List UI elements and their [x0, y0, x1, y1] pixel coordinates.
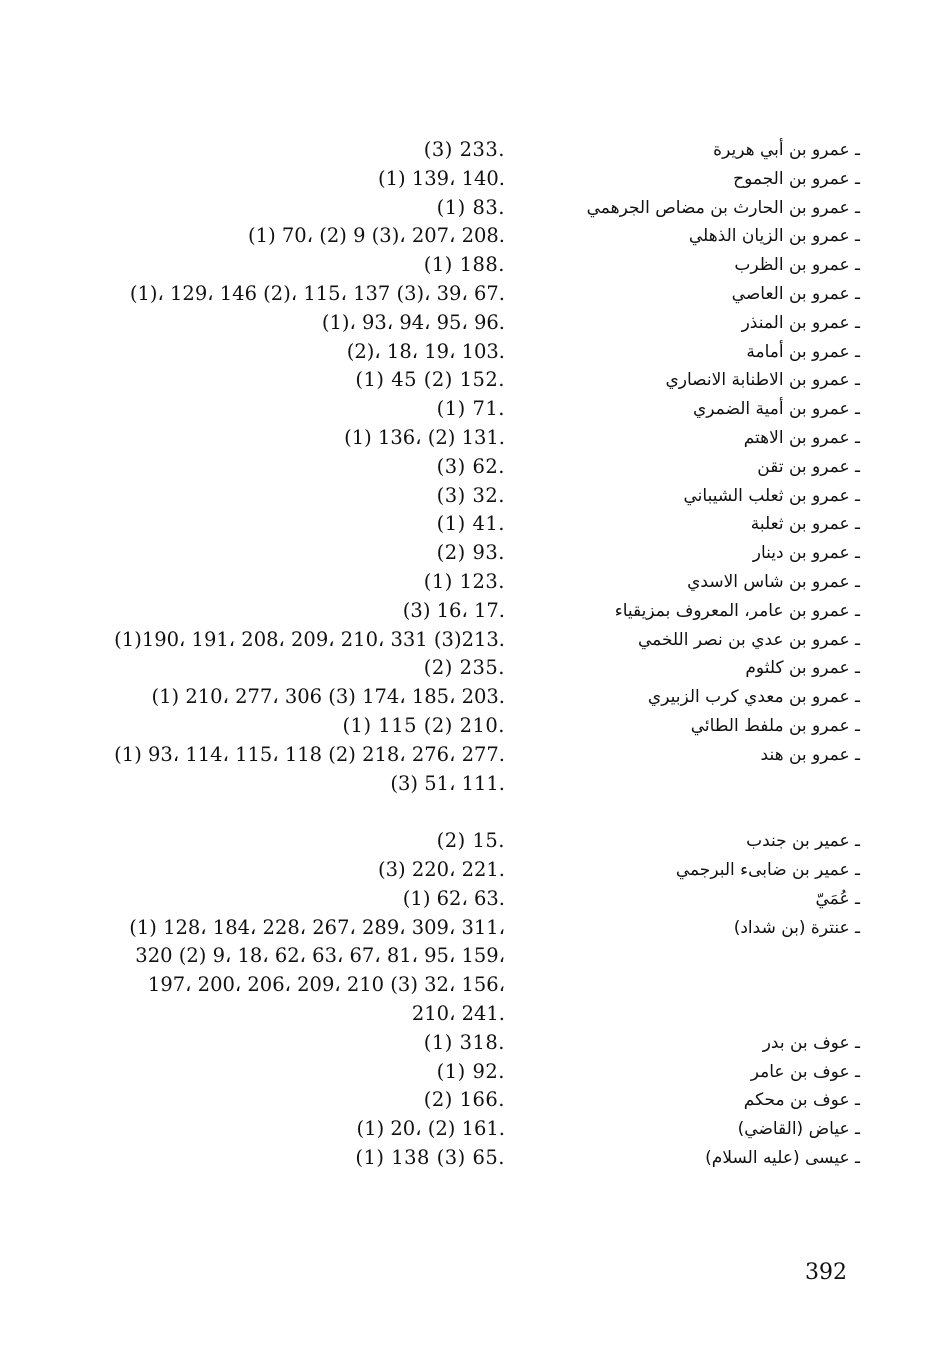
entry-references — [90, 1144, 620, 1173]
entry-references — [90, 453, 620, 482]
reference-line: .241 ،210 — [411, 1001, 505, 1025]
reference-line: .131 (2) ،136 (1) — [344, 425, 505, 449]
entry-references — [90, 309, 620, 338]
entry-references — [90, 568, 620, 597]
entry-references — [90, 683, 620, 712]
entry-name: ـ عوف بن محكم — [743, 1090, 860, 1111]
reference-line: .96 ،95 ،94 ،93 ،(1) — [321, 310, 505, 334]
index-entry — [90, 885, 860, 914]
index-entry — [90, 1144, 860, 1173]
entry-references — [90, 366, 620, 395]
reference-line: .123 (1) — [423, 569, 505, 593]
entry-name: ـ عمير بن ضابىء البرجمي — [675, 859, 860, 880]
entry-references — [90, 136, 620, 165]
reference-line: .277 ،276 ،218 (2) 118 ،115 ،114 ،93 (1) — [114, 742, 505, 766]
index-entry — [90, 165, 860, 194]
entry-references — [90, 1029, 620, 1058]
reference-line: .140 ،139 (1) — [377, 166, 505, 190]
index-entry — [90, 194, 860, 223]
reference-line: ،311 ،309 ،289 ،267 ،228 ،184 ،128 (1) — [129, 915, 505, 939]
reference-line: .208 ،207 ،(3) 9 (2) ،70 (1) — [248, 224, 505, 248]
reference-line: .41 (1) — [436, 512, 505, 536]
entry-references — [90, 338, 620, 367]
reference-line: .235 (2) — [423, 656, 505, 680]
entry-name: ـ عمرو بن ثعلب الشيباني — [683, 485, 860, 506]
index-entry — [90, 395, 860, 424]
reference-line: .32 (3) — [436, 483, 505, 507]
reference-line: .67 ،39 ،(3) 137 ،115 ،(2) 146 ،129 ،(1) — [129, 281, 505, 305]
page-number: 392 — [805, 1260, 847, 1285]
reference-line: .166 (2) — [423, 1088, 505, 1112]
reference-line: .318 (1) — [423, 1030, 505, 1054]
entry-references — [90, 539, 620, 568]
entry-references — [90, 654, 620, 683]
index-entry — [90, 280, 860, 309]
entry-name: ـ عمير بن جندب — [746, 831, 860, 852]
entry-references — [90, 194, 620, 223]
entry-references — [90, 914, 620, 1029]
index-entry — [90, 1086, 860, 1115]
entry-references — [90, 424, 620, 453]
entry-references — [90, 395, 620, 424]
reference-line: .83 (1) — [436, 195, 505, 219]
reference-line: .17 ،16 (3) — [402, 598, 505, 622]
entry-name: ـ عمرو بن دينار — [752, 543, 860, 564]
index-entry — [90, 741, 860, 799]
name-index — [90, 136, 860, 1173]
entry-name: ـ عوف بن بدر — [762, 1032, 860, 1053]
entry-name: ـ عُمَيّ — [815, 888, 860, 909]
entry-references — [90, 885, 620, 914]
entry-name: ـ عمرو بن الجموح — [733, 168, 860, 189]
reference-line: .203 ،185 ،174 (3) 306 ،277 ،210 (1) — [151, 685, 505, 709]
entry-references — [90, 510, 620, 539]
index-entry — [90, 251, 860, 280]
reference-line: .65 (3) 138 (1) — [355, 1145, 505, 1169]
entry-name: ـ عمرو بن الحارث بن مضاص الجرهمي — [586, 197, 860, 218]
reference-line: .71 (1) — [436, 397, 505, 421]
reference-line: .233 (3) — [423, 138, 505, 161]
entry-references — [90, 222, 620, 251]
entry-name: ـ عمرو بن أمية الضمري — [692, 399, 860, 420]
entry-references — [90, 251, 620, 280]
section-gap — [90, 798, 860, 827]
entry-name: ـ عمرو بن الاطنابة الانصاري — [665, 370, 860, 391]
index-entry — [90, 453, 860, 482]
reference-line: ،156 ،32 (3) 210 ،209 ،206 ،200 ،197 — [147, 973, 505, 997]
entry-name: ـ عمرو بن شاس الاسدي — [687, 571, 860, 592]
entry-references — [90, 856, 620, 885]
index-entry — [90, 856, 860, 885]
reference-line: .63 ،62 (1) — [402, 886, 505, 910]
entry-name: ـ عمرو بن معدي كرب الزبيري — [647, 687, 860, 708]
entry-name: ـ عمرو بن المنذر — [741, 312, 860, 333]
reference-line: .111 ،51 (3) — [390, 771, 505, 795]
index-entry — [90, 1058, 860, 1087]
entry-name: ـ عياض (القاضي) — [737, 1119, 860, 1140]
entry-name: ـ عمرو بن عامر، المعروف بمزيقياء — [614, 600, 860, 621]
reference-line: .221 ،220 (3) — [377, 857, 505, 881]
entry-name: ـ عمرو بن الزيان الذهلي — [688, 226, 860, 247]
reference-line: .161 (2) ،20 (1) — [356, 1117, 505, 1141]
index-entry — [90, 222, 860, 251]
entry-references — [90, 597, 620, 626]
index-entry — [90, 136, 860, 165]
reference-line: .93 (2) — [436, 541, 505, 565]
entry-name: ـ عمرو بن ملفط الطائي — [690, 715, 860, 736]
reference-line: .213(3) 331 ،210 ،209 ،208 ،191 ،190(1) — [114, 627, 505, 651]
index-entry — [90, 1029, 860, 1058]
entry-references — [90, 1086, 620, 1115]
reference-line: .103 ،19 ،18 ،(2) — [346, 339, 505, 363]
index-entry — [90, 338, 860, 367]
entry-references — [90, 1058, 620, 1087]
index-entry — [90, 424, 860, 453]
entry-name: ـ عوف بن عامر — [750, 1061, 860, 1082]
entry-name: ـ عمرو بن العاصي — [731, 283, 860, 304]
reference-line: .188 (1) — [423, 253, 505, 277]
index-entry — [90, 914, 860, 1029]
index-entry — [90, 366, 860, 395]
entry-references — [90, 626, 620, 655]
entry-name: ـ عمرو بن الاهتم — [743, 427, 860, 448]
reference-line: .152 (2) 45 (1) — [355, 368, 505, 392]
index-entry — [90, 482, 860, 511]
reference-line: .15 (2) — [436, 829, 505, 853]
entry-name: ـ عمرو بن الظرب — [734, 255, 860, 276]
entry-name: ـ عمرو بن ثعلبة — [750, 514, 860, 535]
reference-line: .210 (2) 115 (1) — [342, 713, 505, 737]
entry-name: ـ عمرو بن عدي بن نصر اللخمي — [637, 629, 860, 650]
index-entry — [90, 712, 860, 741]
index-entry — [90, 827, 860, 856]
entry-name: ـ عمرو بن أبي هريرة — [713, 140, 860, 160]
entry-references — [90, 165, 620, 194]
index-entry — [90, 683, 860, 712]
reference-line: ،159 ،95 ،81 ،67 ،63 ،62 ،18 ،9 (2) 320 — [135, 944, 505, 968]
index-entry — [90, 626, 860, 655]
entry-references — [90, 280, 620, 309]
index-entry — [90, 539, 860, 568]
index-entry — [90, 1115, 860, 1144]
index-entry — [90, 597, 860, 626]
reference-line: .92 (1) — [436, 1059, 505, 1083]
entry-name: ـ عمرو بن كلثوم — [745, 658, 860, 679]
index-entry — [90, 309, 860, 338]
index-entry — [90, 568, 860, 597]
entry-references — [90, 1115, 620, 1144]
entry-name: ـ عمرو بن تقن — [757, 456, 860, 477]
entry-references — [90, 712, 620, 741]
entry-name: ـ عمرو بن أمامة — [746, 341, 860, 362]
entry-references — [90, 482, 620, 511]
entry-name: ـ عمرو بن هند — [760, 744, 860, 765]
entry-name: ـ عنترة (بن شداد) — [733, 917, 860, 938]
entry-references — [90, 827, 620, 856]
reference-line: .62 (3) — [436, 454, 505, 478]
entry-name: ـ عيسى (عليه السلام) — [705, 1147, 860, 1168]
entry-references — [90, 741, 620, 799]
index-entry — [90, 510, 860, 539]
index-entry — [90, 654, 860, 683]
